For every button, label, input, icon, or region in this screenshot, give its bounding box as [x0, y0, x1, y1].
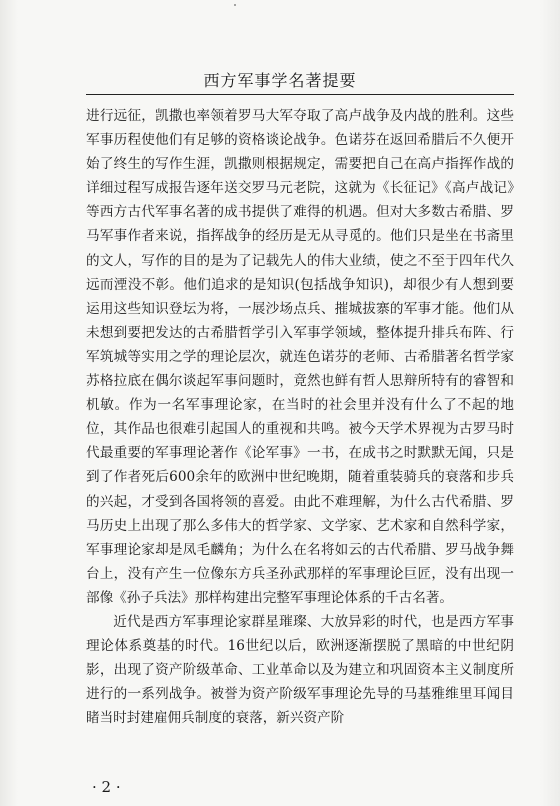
paragraph-continued: 进行远征，凯撒也率领着罗马大军夺取了高卢战争及内战的胜利。这些军事历程使他们有足够的资格谈论战争。色诺芬在返回希腊后不久便开始了终生的写作生涯，凯撒则根据规定，需要把自己在高卢指挥作战的详细过程写成报告逐年送交罗马元老院，这就为《长征记》《高卢战记》等西方古代军事名著的成书提供了难得的机遇。但对大多数古希腊、罗马军事作者来说，指挥战争的经历是无从寻觅的。他们只是坐在书斋里的文人，写作的目的是为了记载先人的伟大业绩，使之不至于四年代久远而湮没不彰。他们追求的是知识(包括战争知识)，却很少有人想到要运用这些知识登坛为将，一展沙场点兵、摧城拔寨的军事才能。他们从未想到要把发达的古希腊哲学引入军事学领域，整体提升排兵布阵、行军筑城等实用之学的理论层次，就连色诺芬的老师、古希腊著名哲学家苏格拉底在偶尔谈起军事问题时，竟然也鲜有哲人思辩所特有的睿智和机敏。作为一名军事理论家，在当时的社会里并没有什么了不起的地位，其作品也很难引起国人的重视和共鸣。被今天学术界视为古罗马时代最重要的军事理论著作《论军事》一书，在成书之时默默无闻，只是到了作者死后600余年的欧洲中世纪晚期，随着重装骑兵的衰落和步兵的兴起，才受到各国将领的喜爱。由此不难理解，为什么古代希腊、罗马历史上出现了那么多伟大的哲学家、文学家、艺术家和自然科学家，军事理论家却是凤毛麟角；为什么在名将如云的古代希腊、罗马战争舞台上，没有产生一位像东方兵圣孙武那样的军事理论巨匠，没有出现一部像《孙子兵法》那样构建出完整军事理论体系的千古名著。 [86, 108, 514, 606]
body-text [86, 104, 514, 730]
paragraph: 近代是西方军事理论家群星璀璨、大放异彩的时代，也是西方军事理论体系奠基的时代。16世纪以后，欧洲逐渐摆脱了黑暗的中世纪阴影，出现了资产阶级革命、工业革命以及为建立和巩固资本主义制度所进行的一系列战争。被誉为资产阶级军事理论先导的马基雅维里耳闻目睹当时封建雇佣兵制度的衰落，新兴资产阶 [86, 613, 514, 727]
print-speck [234, 4, 236, 6]
page-number: · 2 · [92, 778, 121, 796]
running-head: 西方军事学名著提要 [203, 71, 357, 90]
header-rule [86, 94, 514, 95]
